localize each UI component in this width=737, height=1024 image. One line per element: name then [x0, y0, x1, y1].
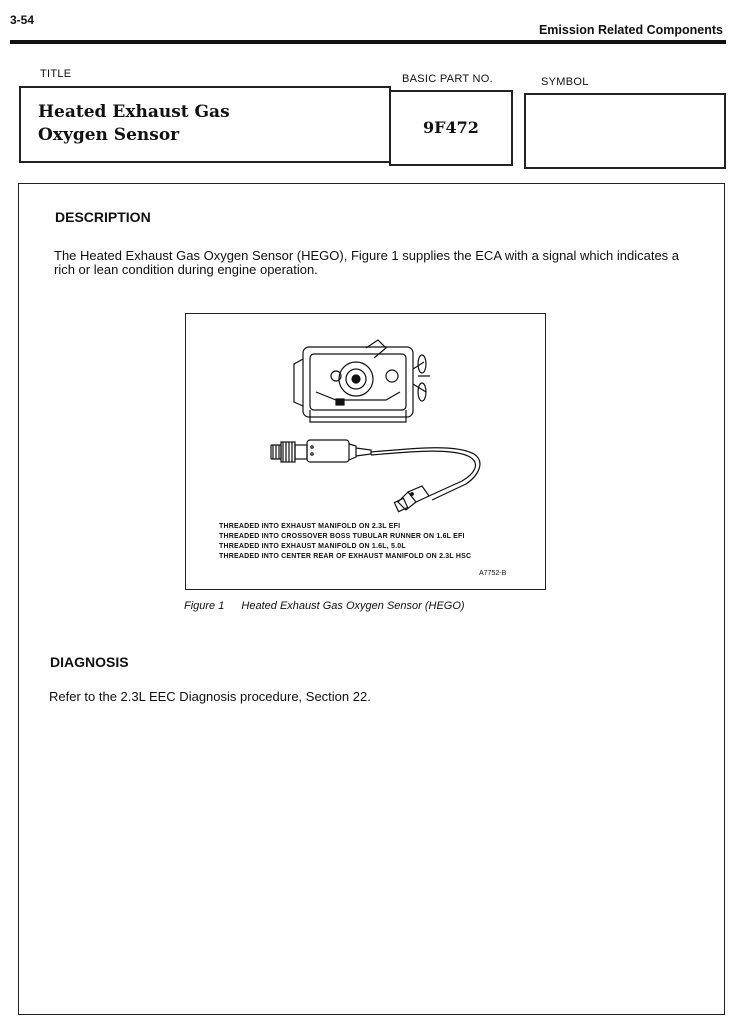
figure-frame: [185, 313, 546, 590]
oxygen-sensor-drawing: [271, 440, 480, 512]
diagnosis-body: Refer to the 2.3L EEC Diagnosis procedure, Section 22.: [49, 689, 371, 704]
figure-caption: [184, 600, 465, 612]
symbol-box: [524, 93, 726, 169]
diagnosis-heading: DIAGNOSIS: [50, 654, 129, 670]
figure-note: THREADED INTO CROSSOVER BOSS TUBULAR RUNNER ON 1.6L EFI: [219, 533, 465, 540]
part-number: 9F472: [423, 118, 479, 137]
figure-note: THREADED INTO CENTER REAR OF EXHAUST MANIFOLD ON 2.3L HSC: [219, 553, 472, 560]
section-title: Emission Related Components: [538, 23, 723, 37]
header-rule: [10, 40, 726, 44]
figure-code: A7752-B: [479, 570, 507, 577]
engine-drawing: [294, 340, 430, 422]
description-heading: DESCRIPTION: [55, 209, 151, 225]
component-title: [38, 101, 230, 147]
component-title-line2: Oxygen Sensor: [38, 125, 180, 145]
title-column-label: TITLE: [40, 68, 72, 80]
figure-note: THREADED INTO EXHAUST MANIFOLD ON 2.3L EFI: [219, 523, 401, 530]
figure-caption-number: Figure 1: [184, 600, 225, 612]
symbol-column-label: SYMBOL: [541, 76, 589, 88]
part-column-label: BASIC PART NO.: [402, 73, 494, 85]
page-number: 3-54: [10, 13, 35, 27]
component-title-line1: Heated Exhaust Gas: [38, 102, 230, 122]
figure-caption-text: Heated Exhaust Gas Oxygen Sensor (HEGO): [241, 600, 465, 612]
description-body: The Heated Exhaust Gas Oxygen Sensor (HEGO), Figure 1 supplies the ECA with a signal which indicates a rich or lean condition during engine operation.: [54, 248, 680, 277]
content-frame: [18, 183, 725, 1015]
figure-note: THREADED INTO EXHAUST MANIFOLD ON 1.6L, 5.0L: [219, 543, 406, 550]
